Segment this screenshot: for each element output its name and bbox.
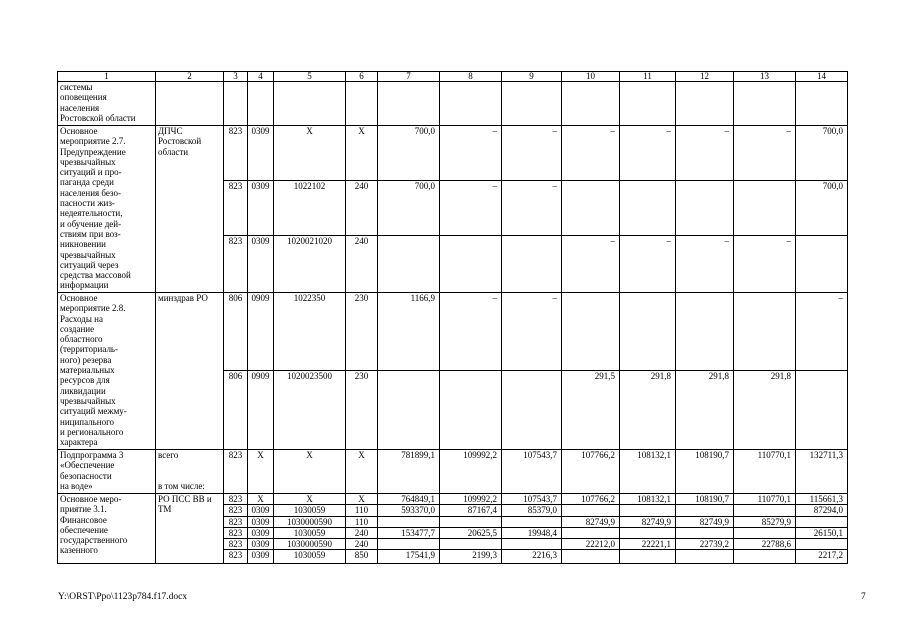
table-cell: 2217,2	[796, 550, 848, 564]
table-cell: 110	[346, 516, 378, 527]
table-cell	[796, 516, 848, 527]
measure-name-line: «Обеспечение	[60, 460, 115, 471]
measure-name-line: ниципального	[60, 416, 115, 427]
table-cell: 87167,4	[440, 505, 502, 516]
measure-name-line: чрезвычайных	[60, 249, 116, 260]
table-cell: 700,0	[796, 126, 848, 181]
table-cell	[562, 181, 620, 236]
table-cell	[440, 236, 502, 293]
table-row	[58, 293, 848, 371]
table-cell: –	[502, 181, 562, 236]
table-cell	[440, 516, 502, 527]
measure-name-line: приятие 3.1.	[60, 504, 107, 515]
table-cell: Х	[346, 126, 378, 181]
executor-line: всего	[158, 450, 179, 460]
table-cell: 1020021020	[274, 236, 346, 293]
table-cell	[502, 82, 562, 126]
table-cell: 291,8	[734, 371, 796, 450]
table-cell	[502, 539, 562, 550]
table-cell: 108190,7	[676, 494, 734, 505]
table-cell: –	[734, 236, 796, 293]
table-cell: 1030059	[274, 505, 346, 516]
table-cell: 82749,9	[676, 516, 734, 527]
table-cell: 85379,0	[502, 505, 562, 516]
table-cell	[378, 82, 440, 126]
table-cell: 700,0	[378, 181, 440, 236]
table-cell	[676, 293, 734, 371]
table-cell: –	[676, 126, 734, 181]
measure-name	[58, 126, 156, 293]
table-cell: 1022102	[274, 181, 346, 236]
executor	[156, 293, 224, 450]
table-cell: 0309	[248, 539, 274, 550]
executor-line: РО ПСС ВВ и	[158, 494, 212, 504]
table-cell	[378, 236, 440, 293]
executor-line	[158, 460, 221, 470]
table-cell	[378, 516, 440, 527]
measure-name-line: Ростовской области	[60, 112, 136, 123]
table-cell: 1030059	[274, 550, 346, 564]
table-cell: 823	[224, 494, 248, 505]
measure-name-line: Предупреждение	[60, 146, 126, 157]
table-cell: 240	[346, 539, 378, 550]
table-cell: 108132,1	[620, 450, 676, 494]
table-cell: –	[734, 126, 796, 181]
table-cell: 823	[224, 527, 248, 538]
table-cell: 1030059	[274, 527, 346, 538]
table-cell: –	[562, 126, 620, 181]
table-cell	[562, 550, 620, 564]
measure-name-line: Основное меро-	[60, 494, 122, 504]
table-cell: 291,5	[562, 371, 620, 450]
header-cell: 1	[58, 72, 156, 82]
table-cell: 85279,9	[734, 516, 796, 527]
table-cell	[562, 527, 620, 538]
table-cell: 0909	[248, 293, 274, 371]
table-cell: 593370,0	[378, 505, 440, 516]
measure-name-line: казенного	[60, 545, 98, 556]
measure-name	[58, 494, 156, 564]
measure-name-line: мероприятие 2.8.	[60, 303, 126, 314]
table-cell: 109992,2	[440, 450, 502, 494]
measure-name	[58, 293, 156, 450]
table-cell: 20625,5	[440, 527, 502, 538]
header-cell: 6	[346, 72, 378, 82]
table-cell	[620, 505, 676, 516]
measure-name-line: Основное	[60, 126, 98, 136]
table-cell: 0309	[248, 505, 274, 516]
table-cell: 781899,1	[378, 450, 440, 494]
table-cell	[676, 527, 734, 538]
table-cell: 132711,3	[796, 450, 848, 494]
table-cell: 240	[346, 181, 378, 236]
measure-name-line: пасности жиз-	[60, 198, 115, 209]
header-cell: 3	[224, 72, 248, 82]
table-cell: 240	[346, 527, 378, 538]
table-cell: –	[620, 236, 676, 293]
table-cell	[796, 236, 848, 293]
measure-name-line: государственного	[60, 535, 128, 546]
table-cell: 22739,2	[676, 539, 734, 550]
executor-line	[158, 471, 221, 481]
table-cell: 1022350	[274, 293, 346, 371]
table-row	[58, 126, 848, 181]
measure-name-line: характера	[60, 437, 98, 448]
header-cell: 9	[502, 72, 562, 82]
table-cell	[562, 293, 620, 371]
table-cell: 823	[224, 126, 248, 181]
table-cell: 0309	[248, 126, 274, 181]
table-cell: Х	[274, 494, 346, 505]
table-cell	[796, 82, 848, 126]
measure-name-line: ситуаций через	[60, 259, 119, 270]
table-cell: Х	[248, 494, 274, 505]
table-cell: 110770,1	[734, 450, 796, 494]
table-cell	[734, 550, 796, 564]
measure-name-line: ресурсов для	[60, 375, 110, 386]
measure-name-line: чрезвычайных	[60, 156, 116, 167]
measure-name-line: создание	[60, 323, 95, 334]
table-cell: Х	[274, 450, 346, 494]
measure-name-line: и обучение дей-	[60, 218, 122, 229]
measure-name-line: Основное	[60, 293, 98, 303]
table-cell	[620, 181, 676, 236]
table-cell: 823	[224, 516, 248, 527]
table-cell: 823	[224, 181, 248, 236]
measure-name-line: ситуаций межму-	[60, 406, 127, 417]
header-cell: 11	[620, 72, 676, 82]
measure-name-line: ствиям при воз-	[60, 228, 121, 239]
table-cell	[796, 371, 848, 450]
table-cell: 153477,7	[378, 527, 440, 538]
table-cell: 22221,1	[620, 539, 676, 550]
table-cell: –	[676, 236, 734, 293]
measure-name-line: Финансовое	[60, 514, 107, 525]
table-cell: 0309	[248, 516, 274, 527]
executor-line: области	[158, 146, 189, 157]
table-cell: Х	[248, 450, 274, 494]
executor	[156, 450, 224, 494]
table-cell: 107766,2	[562, 494, 620, 505]
measure-name-line: Расходы на	[60, 313, 103, 324]
page-number: 7	[861, 592, 866, 602]
table-cell	[440, 539, 502, 550]
table-cell	[796, 539, 848, 550]
table-cell: Х	[346, 450, 378, 494]
measure-name-line: мероприятие 2.7.	[60, 136, 126, 147]
table-cell: 850	[346, 550, 378, 564]
table-cell	[378, 371, 440, 450]
measure-name-line: чрезвычайных	[60, 395, 116, 406]
table-cell: 82749,9	[562, 516, 620, 527]
table-cell	[734, 505, 796, 516]
measure-name-line: материальных	[60, 365, 115, 376]
executor	[156, 82, 224, 126]
measure-name-line: паганда среди	[60, 177, 114, 188]
header-cell: 4	[248, 72, 274, 82]
table-cell: 240	[346, 236, 378, 293]
table-cell	[676, 82, 734, 126]
table-cell	[502, 236, 562, 293]
measure-name-line: информации	[60, 280, 109, 291]
table-cell: 2199,3	[440, 550, 502, 564]
table-cell	[562, 82, 620, 126]
measure-name-line: населения	[60, 102, 100, 113]
table-cell: 0309	[248, 527, 274, 538]
table-cell: 22212,0	[562, 539, 620, 550]
measure-name	[58, 450, 156, 494]
measure-name-line: на воде»	[60, 480, 93, 491]
executor-line: ДПЧС	[158, 126, 183, 136]
table-cell	[440, 82, 502, 126]
table-cell: 823	[224, 450, 248, 494]
header-cell: 12	[676, 72, 734, 82]
table-cell	[248, 82, 274, 126]
measure-name-line: ликвидации	[60, 385, 106, 396]
executor-line: минздрав РО	[158, 293, 208, 303]
table-cell: 230	[346, 293, 378, 371]
table-cell: –	[440, 293, 502, 371]
table-cell: Х	[274, 126, 346, 181]
table-cell	[734, 82, 796, 126]
table-cell	[502, 516, 562, 527]
table-cell: 107543,7	[502, 494, 562, 505]
table-cell: 1020023500	[274, 371, 346, 450]
budget-table-container	[57, 71, 848, 564]
table-cell: 107766,2	[562, 450, 620, 494]
table-cell: 291,8	[676, 371, 734, 450]
table-cell	[346, 82, 378, 126]
budget-table	[57, 71, 848, 564]
table-cell: 0309	[248, 550, 274, 564]
table-row	[58, 82, 848, 126]
table-cell: 82749,9	[620, 516, 676, 527]
table-cell: 0309	[248, 181, 274, 236]
table-cell: 2216,3	[502, 550, 562, 564]
table-row	[58, 494, 848, 505]
executor-line: ТМ	[158, 504, 172, 515]
table-cell: –	[502, 126, 562, 181]
table-cell	[562, 505, 620, 516]
table-cell: 115661,3	[796, 494, 848, 505]
table-cell	[620, 527, 676, 538]
table-cell	[502, 371, 562, 450]
table-cell	[734, 181, 796, 236]
measure-name-line: ного) резерва	[60, 354, 112, 365]
header-cell: 7	[378, 72, 440, 82]
table-cell: 108132,1	[620, 494, 676, 505]
header-cell: 10	[562, 72, 620, 82]
table-cell: 230	[346, 371, 378, 450]
table-cell: 87294,0	[796, 505, 848, 516]
header-cell: 13	[734, 72, 796, 82]
table-cell: Х	[346, 494, 378, 505]
header-cell: 5	[274, 72, 346, 82]
file-path: Y:\ORST\Ppo\1123p784.f17.docx	[58, 592, 188, 602]
table-cell: 17541,9	[378, 550, 440, 564]
table-cell: 19948,4	[502, 527, 562, 538]
table-row	[58, 450, 848, 494]
table-cell	[676, 181, 734, 236]
table-cell: 108190,7	[676, 450, 734, 494]
table-cell: 823	[224, 550, 248, 564]
header-cell: 8	[440, 72, 502, 82]
table-cell	[620, 82, 676, 126]
table-cell	[734, 527, 796, 538]
measure-name-line: оповещения	[60, 92, 107, 103]
table-cell: 110	[346, 505, 378, 516]
table-cell: –	[440, 126, 502, 181]
table-cell: 109992,2	[440, 494, 502, 505]
table-cell: 291,8	[620, 371, 676, 450]
measure-name-line: средства массовой	[60, 270, 131, 281]
table-cell: 1166,9	[378, 293, 440, 371]
table-cell: 700,0	[378, 126, 440, 181]
table-cell: 110770,1	[734, 494, 796, 505]
table-cell	[620, 293, 676, 371]
table-cell	[378, 539, 440, 550]
table-cell	[274, 82, 346, 126]
executor-line: в том числе:	[158, 480, 205, 491]
table-cell: 806	[224, 371, 248, 450]
table-cell: 22788,6	[734, 539, 796, 550]
table-cell: 1030000590	[274, 516, 346, 527]
measure-name-line: Подпрограмма 3	[60, 450, 124, 460]
table-cell: –	[796, 293, 848, 371]
measure-name-line: обеспечение	[60, 524, 108, 535]
measure-name-line: областного	[60, 334, 103, 345]
header-cell: 14	[796, 72, 848, 82]
measure-name-line: ситуаций и про-	[60, 167, 122, 178]
table-cell	[440, 371, 502, 450]
executor	[156, 494, 224, 564]
table-cell: –	[562, 236, 620, 293]
measure-name-line: (территориаль-	[60, 344, 119, 355]
measure-name-line: никновении	[60, 239, 106, 250]
table-cell	[676, 550, 734, 564]
measure-name-line: безопасности	[60, 470, 112, 481]
table-cell: 0309	[248, 236, 274, 293]
table-cell: 764849,1	[378, 494, 440, 505]
table-cell: 823	[224, 539, 248, 550]
table-cell: 806	[224, 293, 248, 371]
measure-name	[58, 82, 156, 126]
header-cell: 2	[156, 72, 224, 82]
table-cell: 0909	[248, 371, 274, 450]
executor-line: Ростовской	[158, 136, 202, 147]
table-cell: 823	[224, 505, 248, 516]
measure-name-line: системы	[60, 82, 93, 92]
header-row	[58, 72, 848, 82]
table-cell: 700,0	[796, 181, 848, 236]
table-cell	[734, 293, 796, 371]
table-cell: 107543,7	[502, 450, 562, 494]
table-cell: –	[440, 181, 502, 236]
table-cell: 1030000590	[274, 539, 346, 550]
table-cell	[620, 550, 676, 564]
table-cell: –	[502, 293, 562, 371]
table-cell: 823	[224, 236, 248, 293]
table-cell: 26150,1	[796, 527, 848, 538]
table-cell: –	[620, 126, 676, 181]
measure-name-line: недеятельности,	[60, 208, 123, 219]
table-cell	[224, 82, 248, 126]
table-cell	[676, 505, 734, 516]
measure-name-line: населения безо-	[60, 187, 121, 198]
measure-name-line: и регионального	[60, 426, 124, 437]
executor	[156, 126, 224, 293]
